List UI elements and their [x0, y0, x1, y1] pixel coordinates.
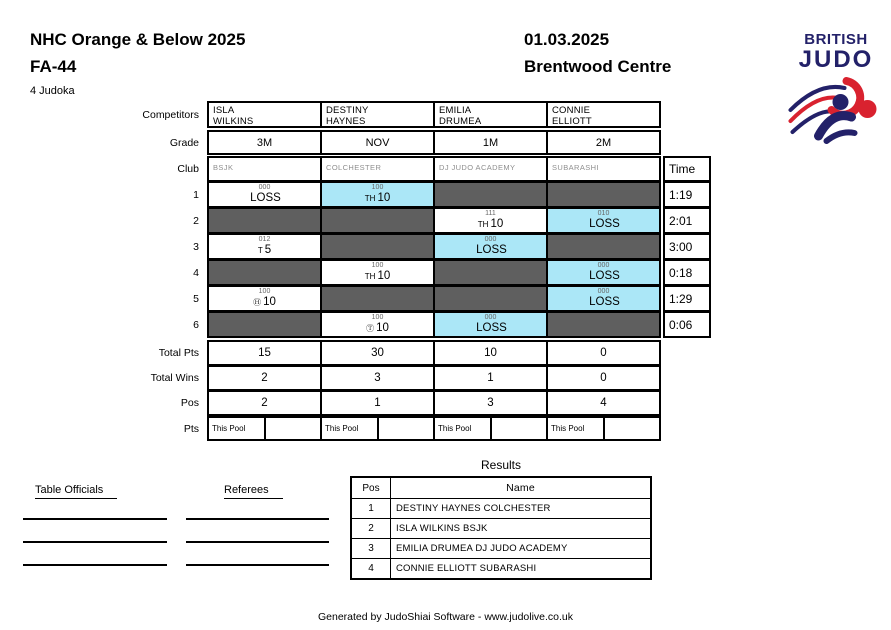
score-code: 100 [371, 184, 384, 191]
position-cell: 4 [546, 390, 661, 416]
last-name: HAYNES [326, 116, 366, 127]
label-total-pts: Total Pts [158, 347, 199, 359]
match-cell [207, 233, 322, 260]
signature-line [186, 541, 329, 543]
score-value: 10 [263, 296, 276, 308]
club-cell: COLCHESTER [320, 156, 435, 182]
first-name: EMILIA [439, 105, 472, 116]
match-time: 3:00 [663, 233, 711, 260]
technique-code: TH [477, 220, 489, 229]
pts-blank-cell [490, 416, 548, 441]
logo-text-judo: JUDO [798, 46, 874, 73]
technique-code: T [257, 246, 263, 255]
match-cell-inactive [207, 259, 322, 286]
this-pool-cell: This Pool [433, 416, 492, 441]
match-time: 0:18 [663, 259, 711, 286]
signature-line [23, 518, 167, 520]
result-name: ISLA WILKINS BSJK [396, 523, 488, 534]
first-name: ISLA [213, 105, 235, 116]
signature-line [186, 564, 329, 566]
score-code: 000 [484, 236, 497, 243]
score-code: 000 [258, 184, 271, 191]
result-pos: 4 [352, 559, 391, 578]
first-name: DESTINY [326, 105, 369, 116]
total-wins-cell: 2 [207, 365, 322, 391]
result-pos: 1 [352, 499, 391, 518]
match-cell [546, 259, 661, 286]
score-value: 10 [377, 192, 391, 204]
position-cell: 1 [320, 390, 435, 416]
total-wins-cell: 3 [320, 365, 435, 391]
total-pts-cell: 30 [320, 340, 435, 366]
position-cell: 2 [207, 390, 322, 416]
score-value: LOSS [589, 270, 620, 282]
club-cell: SUBARASHI [546, 156, 661, 182]
event-venue: Brentwood Centre [524, 57, 672, 76]
label-competitors: Competitors [142, 108, 199, 121]
match-time: 1:29 [663, 285, 711, 312]
label-total-wins: Total Wins [150, 372, 199, 384]
match-cell-inactive [546, 181, 661, 208]
category-title: FA-44 [30, 57, 77, 76]
judoka-count: 4 Judoka [30, 85, 75, 97]
score-value: 10 [376, 322, 389, 334]
technique-code: Ⓗ [253, 298, 262, 307]
match-time: 1:19 [663, 181, 711, 208]
results-table [350, 476, 652, 580]
score-value: LOSS [250, 192, 281, 204]
time-column-header: Time [663, 156, 711, 182]
score-value: 5 [264, 244, 272, 256]
match-cell-inactive [433, 181, 548, 208]
match-cell [433, 207, 548, 234]
match-cell-inactive [546, 233, 661, 260]
score-code: 111 [485, 210, 496, 217]
score-code: 100 [371, 314, 384, 321]
match-cell-inactive [207, 311, 322, 338]
competitor-name-cell [546, 101, 661, 128]
match-cell [433, 311, 548, 338]
score-code: 100 [258, 288, 271, 295]
match-cell [320, 181, 435, 208]
last-name: DRUMEA [439, 116, 482, 127]
match-cell-inactive [207, 207, 322, 234]
score-value: 10 [490, 218, 504, 230]
score-value: LOSS [476, 322, 507, 334]
event-title: NHC Orange & Below 2025 [30, 30, 246, 49]
signature-line [23, 541, 167, 543]
result-name: EMILIA DRUMEA DJ JUDO ACADEMY [396, 543, 568, 554]
position-cell: 3 [433, 390, 548, 416]
score-value: LOSS [589, 296, 620, 308]
match-cell [320, 311, 435, 338]
this-pool-cell: This Pool [207, 416, 266, 441]
this-pool-cell: This Pool [320, 416, 379, 441]
match-cell [546, 285, 661, 312]
results-pos-header: Pos [352, 478, 391, 498]
logo-text-british: BRITISH [804, 31, 868, 48]
total-wins-cell: 1 [433, 365, 548, 391]
referees-label: Referees [224, 484, 283, 499]
pts-blank-cell [603, 416, 661, 441]
technique-code: Ⓣ [366, 324, 375, 333]
result-name: CONNIE ELLIOTT SUBARASHI [396, 563, 537, 574]
score-value: LOSS [589, 218, 620, 230]
results-title: Results [480, 458, 521, 472]
table-officials-label: Table Officials [35, 484, 117, 499]
match-cell [433, 233, 548, 260]
signature-line [186, 518, 329, 520]
total-pts-cell: 10 [433, 340, 548, 366]
results-row [352, 558, 650, 578]
results-row [352, 538, 650, 558]
technique-code: TH [364, 194, 376, 203]
label-match-5: 5 [193, 292, 199, 305]
match-cell [207, 181, 322, 208]
score-code: 000 [597, 288, 610, 295]
results-row [352, 498, 650, 518]
last-name: ELLIOTT [552, 116, 592, 127]
score-value: 10 [377, 270, 391, 282]
grade-cell: 1M [433, 130, 548, 155]
label-match-4: 4 [193, 266, 199, 279]
results-name-header: Name [506, 482, 535, 494]
technique-code: TH [364, 272, 376, 281]
match-cell [320, 259, 435, 286]
club-cell: BSJK [207, 156, 322, 182]
label-match-3: 3 [193, 240, 199, 253]
match-time: 0:06 [663, 311, 711, 338]
signature-line [23, 564, 167, 566]
grade-cell: NOV [320, 130, 435, 155]
match-cell-inactive [433, 259, 548, 286]
match-time: 2:01 [663, 207, 711, 234]
result-pos: 3 [352, 539, 391, 558]
first-name: CONNIE [552, 105, 591, 116]
total-pts-cell: 15 [207, 340, 322, 366]
match-cell-inactive [546, 311, 661, 338]
label-pos: Pos [180, 397, 199, 409]
total-wins-cell: 0 [546, 365, 661, 391]
competitor-name-cell [207, 101, 322, 128]
competitor-name-cell [433, 101, 548, 128]
british-judo-figure-icon [788, 74, 884, 144]
score-code: 000 [484, 314, 497, 321]
label-match-1: 1 [193, 188, 199, 201]
pts-blank-cell [264, 416, 322, 441]
score-code: 012 [258, 236, 271, 243]
result-name: DESTINY HAYNES COLCHESTER [396, 503, 551, 514]
grade-cell: 2M [546, 130, 661, 155]
result-pos: 2 [352, 519, 391, 538]
results-header-row [352, 478, 650, 498]
grade-cell: 3M [207, 130, 322, 155]
results-row [352, 518, 650, 538]
last-name: WILKINS [213, 116, 254, 127]
match-cell-inactive [433, 285, 548, 312]
event-date: 01.03.2025 [524, 30, 610, 49]
competitor-name-cell [320, 101, 435, 128]
total-pts-cell: 0 [546, 340, 661, 366]
club-cell: DJ JUDO ACADEMY [433, 156, 548, 182]
score-code: 000 [597, 262, 610, 269]
score-value: LOSS [476, 244, 507, 256]
match-cell [207, 285, 322, 312]
score-code: 010 [597, 210, 610, 217]
match-cell [546, 207, 661, 234]
this-pool-cell: This Pool [546, 416, 605, 441]
pts-blank-cell [377, 416, 435, 441]
british-judo-logo [786, 32, 886, 149]
label-pts: Pts [183, 422, 199, 435]
match-cell-inactive [320, 285, 435, 312]
match-cell-inactive [320, 207, 435, 234]
label-match-2: 2 [193, 214, 199, 227]
label-grade: Grade [169, 136, 199, 149]
match-cell-inactive [320, 233, 435, 260]
generator-credit: Generated by JudoShiai Software - www.judolive.co.uk [317, 611, 574, 623]
label-match-6: 6 [193, 318, 199, 331]
score-code: 100 [371, 262, 384, 269]
label-club: Club [177, 163, 199, 175]
